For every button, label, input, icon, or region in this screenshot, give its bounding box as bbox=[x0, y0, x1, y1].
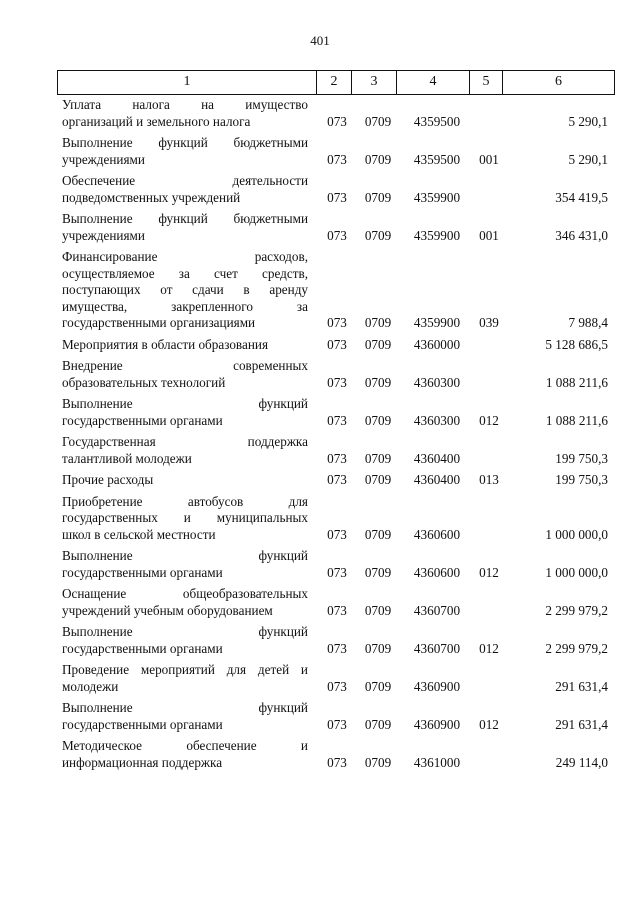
header-col-6: 6 bbox=[555, 74, 562, 89]
cell-expense-type-code: 013 bbox=[479, 472, 499, 487]
cell-amount: 1 088 211,6 bbox=[545, 374, 608, 390]
cell-section-code: 0709 bbox=[364, 526, 392, 542]
cell-amount: 291 631,4 bbox=[555, 716, 608, 732]
cell-amount: 2 299 979,2 bbox=[545, 602, 608, 618]
cell-ministry-code: 073 bbox=[327, 602, 347, 618]
cell-section-code: 0709 bbox=[364, 602, 392, 618]
cell-ministry-code: 073 bbox=[327, 151, 347, 167]
cell-target-article-code: 4359500 bbox=[413, 151, 461, 167]
header-col-1: 1 bbox=[58, 71, 317, 94]
row-description-line: Прочие расходы bbox=[62, 472, 154, 487]
cell-target-article-code: 4361000 bbox=[413, 754, 461, 770]
table-row bbox=[0, 494, 640, 544]
cell-ministry-code: 073 bbox=[327, 374, 347, 390]
cell-amount: 249 114,0 bbox=[555, 754, 608, 770]
row-description-line: молодежи bbox=[62, 678, 119, 694]
row-description-line: государственными организациями bbox=[62, 315, 256, 330]
row-description-line: Обеспечение деятельности bbox=[62, 173, 308, 188]
table-row bbox=[0, 586, 640, 619]
row-description-line: организаций и земельного налога bbox=[62, 113, 251, 129]
cell-amount: 7 988,4 bbox=[568, 315, 608, 330]
row-description-line: поступающих от сдачи в аренду bbox=[62, 282, 308, 297]
table-row bbox=[0, 472, 640, 489]
row-description-line: Внедрение современных bbox=[62, 358, 308, 373]
row-description-line: образовательных технологий bbox=[62, 374, 226, 390]
row-description-line: учреждениями bbox=[62, 151, 145, 167]
cell-target-article-code: 4360900 bbox=[413, 678, 461, 694]
table-row bbox=[0, 396, 640, 429]
cell-ministry-code: 073 bbox=[327, 564, 347, 580]
row-description-line: государственными органами bbox=[62, 412, 223, 428]
cell-amount: 291 631,4 bbox=[555, 678, 608, 694]
table-row bbox=[0, 97, 640, 130]
row-description-line: государственных и муниципальных bbox=[62, 510, 308, 525]
cell-ministry-code: 073 bbox=[327, 716, 347, 732]
cell-amount: 5 290,1 bbox=[568, 113, 608, 129]
row-description-line: Приобретение автобусов для bbox=[62, 493, 308, 509]
cell-target-article-code: 4359900 bbox=[413, 189, 461, 205]
cell-section-code: 0709 bbox=[364, 754, 392, 770]
cell-amount: 199 750,3 bbox=[555, 472, 608, 487]
table-row bbox=[0, 624, 640, 657]
cell-amount: 199 750,3 bbox=[555, 450, 608, 466]
cell-ministry-code: 073 bbox=[327, 526, 347, 542]
row-description-line: Методическое обеспечение и bbox=[62, 738, 308, 753]
header-col-2: 2 bbox=[317, 71, 352, 94]
cell-ministry-code: 073 bbox=[327, 315, 347, 330]
cell-expense-type-code: 001 bbox=[479, 151, 499, 167]
cell-section-code: 0709 bbox=[364, 678, 392, 694]
cell-expense-type-code: 012 bbox=[479, 564, 499, 580]
cell-ministry-code: 073 bbox=[327, 412, 347, 428]
table-row bbox=[0, 337, 640, 354]
row-description-line: Финансирование расходов, bbox=[62, 249, 308, 264]
cell-target-article-code: 4360400 bbox=[413, 450, 461, 466]
row-description-line: Выполнение функций bbox=[62, 624, 308, 639]
cell-expense-type-code: 001 bbox=[479, 227, 499, 243]
row-description-line: учреждений учебным оборудованием bbox=[62, 602, 273, 618]
row-description-line: государственными органами bbox=[62, 640, 223, 656]
cell-ministry-code: 073 bbox=[327, 472, 347, 487]
cell-target-article-code: 4360000 bbox=[413, 336, 461, 352]
cell-ministry-code: 073 bbox=[327, 450, 347, 466]
cell-section-code: 0709 bbox=[364, 450, 392, 466]
table-row bbox=[0, 434, 640, 467]
row-description-line: информационная поддержка bbox=[62, 754, 223, 770]
cell-section-code: 0709 bbox=[364, 189, 392, 205]
cell-section-code: 0709 bbox=[364, 151, 392, 167]
cell-section-code: 0709 bbox=[364, 564, 392, 580]
cell-section-code: 0709 bbox=[364, 336, 392, 352]
table-row bbox=[0, 211, 640, 244]
cell-section-code: 0709 bbox=[364, 227, 392, 243]
row-description-line: Выполнение функций bbox=[62, 700, 308, 715]
cell-amount: 5 128 686,5 bbox=[545, 336, 608, 352]
cell-target-article-code: 4360300 bbox=[413, 374, 461, 390]
table-row bbox=[0, 249, 640, 332]
cell-target-article-code: 4360700 bbox=[413, 602, 461, 618]
table-row bbox=[0, 662, 640, 695]
row-description-line: Выполнение функций bbox=[62, 396, 308, 411]
row-description-line: Мероприятия в области образования bbox=[62, 336, 269, 352]
cell-ministry-code: 073 bbox=[327, 640, 347, 656]
page-number: 401 bbox=[310, 33, 330, 48]
cell-section-code: 0709 bbox=[364, 113, 392, 129]
table-row bbox=[0, 173, 640, 206]
header-col-4: 4 bbox=[397, 71, 470, 94]
table-row bbox=[0, 700, 640, 733]
cell-target-article-code: 4359500 bbox=[413, 113, 461, 129]
cell-expense-type-code: 012 bbox=[479, 412, 499, 428]
row-description-line: учреждениями bbox=[62, 227, 145, 243]
cell-expense-type-code: 012 bbox=[479, 640, 499, 656]
table-header bbox=[57, 70, 615, 95]
cell-target-article-code: 4360600 bbox=[413, 526, 461, 542]
row-description-line: государственными органами bbox=[62, 564, 223, 580]
row-description-line: Выполнение функций бюджетными bbox=[62, 135, 308, 150]
row-description-line: Государственная поддержка bbox=[62, 434, 308, 449]
cell-expense-type-code: 039 bbox=[479, 315, 499, 330]
row-description-line: имущества, закрепленного за bbox=[62, 298, 308, 314]
row-description-line: Оснащение общеобразовательных bbox=[62, 586, 308, 601]
cell-section-code: 0709 bbox=[364, 374, 392, 390]
table-row bbox=[0, 548, 640, 581]
cell-ministry-code: 073 bbox=[327, 189, 347, 205]
row-description-line: школ в сельской местности bbox=[62, 526, 216, 542]
cell-ministry-code: 073 bbox=[327, 754, 347, 770]
cell-section-code: 0709 bbox=[364, 716, 392, 732]
cell-ministry-code: 073 bbox=[327, 113, 347, 129]
header-col-3: 3 bbox=[352, 71, 397, 94]
header-col-5: 5 bbox=[470, 71, 503, 94]
cell-section-code: 0709 bbox=[364, 640, 392, 656]
table-row bbox=[0, 738, 640, 771]
cell-amount: 1 088 211,6 bbox=[545, 412, 608, 428]
cell-target-article-code: 4359900 bbox=[413, 227, 461, 243]
cell-expense-type-code: 012 bbox=[479, 716, 499, 732]
cell-amount: 2 299 979,2 bbox=[545, 640, 608, 656]
cell-target-article-code: 4360900 bbox=[413, 716, 461, 732]
cell-section-code: 0709 bbox=[364, 315, 392, 330]
cell-section-code: 0709 bbox=[364, 472, 392, 487]
row-description-line: подведомственных учреждений bbox=[62, 189, 241, 205]
table-body bbox=[0, 97, 640, 776]
cell-amount: 1 000 000,0 bbox=[545, 564, 608, 580]
row-description-line: Проведение мероприятий для детей и bbox=[62, 662, 308, 677]
cell-ministry-code: 073 bbox=[327, 678, 347, 694]
row-description-line: Выполнение функций бюджетными bbox=[62, 211, 308, 226]
cell-amount: 1 000 000,0 bbox=[545, 526, 608, 542]
cell-target-article-code: 4360300 bbox=[413, 412, 461, 428]
table-row bbox=[0, 358, 640, 391]
cell-amount: 5 290,1 bbox=[568, 151, 608, 167]
table-row bbox=[0, 135, 640, 168]
cell-target-article-code: 4359900 bbox=[413, 315, 461, 330]
row-description-line: осуществляемое за счет средств, bbox=[62, 265, 308, 281]
row-description-line: государственными органами bbox=[62, 716, 223, 732]
row-description-line: Выполнение функций bbox=[62, 548, 308, 563]
cell-target-article-code: 4360600 bbox=[413, 564, 461, 580]
cell-ministry-code: 073 bbox=[327, 227, 347, 243]
cell-amount: 354 419,5 bbox=[555, 189, 608, 205]
cell-amount: 346 431,0 bbox=[555, 227, 608, 243]
cell-ministry-code: 073 bbox=[327, 336, 347, 352]
cell-target-article-code: 4360700 bbox=[413, 640, 461, 656]
row-description-line: талантливой молодежи bbox=[62, 450, 192, 466]
cell-target-article-code: 4360400 bbox=[413, 472, 461, 487]
row-description-line: Уплата налога на имущество bbox=[62, 97, 308, 112]
cell-section-code: 0709 bbox=[364, 412, 392, 428]
